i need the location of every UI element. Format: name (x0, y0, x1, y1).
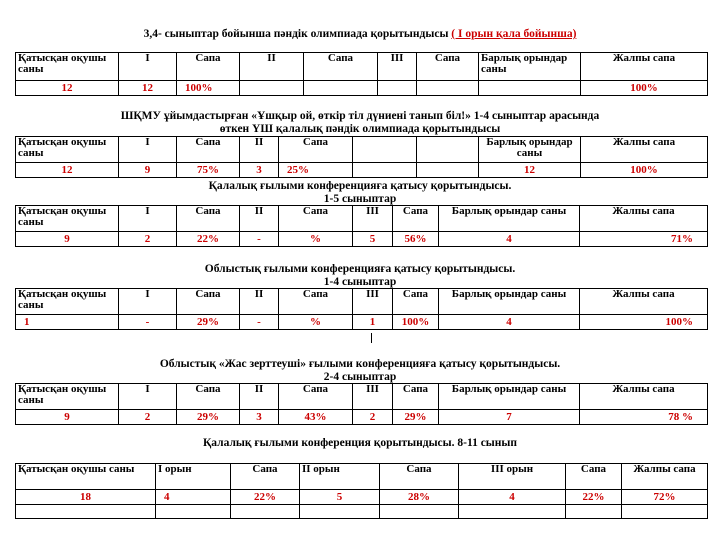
divider-tick (371, 333, 372, 343)
table-city-conference-8-11 (15, 463, 708, 519)
header-quality: Сапа (177, 137, 240, 163)
table-header-row (16, 206, 708, 232)
header-places: Барлық орындар саны (479, 137, 581, 163)
cell-places: 7 (439, 410, 580, 425)
header-quality: Сапа (177, 289, 240, 315)
table-shkmu-olympiad (15, 136, 708, 178)
header-places: Барлық орындар саны (479, 53, 581, 81)
header-quality: Сапа (177, 53, 240, 81)
table-regional-conference (15, 288, 708, 330)
cell-empty (566, 505, 622, 519)
cell-quality-3: 56% (393, 232, 439, 247)
cell-second: - (240, 315, 279, 330)
cell-places: 4 (439, 315, 580, 330)
cell-total-quality: 71% (580, 232, 708, 247)
cell-third: 5 (353, 232, 393, 247)
header-total-quality: Жалпы сапа (622, 464, 708, 490)
header-second: II орын (300, 464, 380, 490)
header-first: I (119, 289, 177, 315)
title-city-conference (0, 180, 720, 206)
table-row (16, 232, 708, 247)
header-quality: Сапа (231, 464, 300, 490)
header-third: III (378, 53, 417, 81)
table-row (16, 81, 708, 96)
cell-empty (622, 505, 708, 519)
cell-empty (231, 505, 300, 519)
header-quality: Сапа (177, 384, 240, 410)
header-second: II (240, 289, 279, 315)
cell-quality-3: 100% (393, 315, 439, 330)
cell-total-quality: 100% (580, 315, 708, 330)
cell-quality-2: 43% (279, 410, 353, 425)
cell-empty (353, 163, 417, 178)
header-participants: Қатысқан оқушы саны (16, 384, 119, 410)
header-quality: Сапа (417, 53, 479, 81)
cell-places: 4 (439, 232, 580, 247)
header-quality: Сапа (393, 384, 439, 410)
table-row-empty (16, 505, 708, 519)
cell-participants: 12 (16, 81, 119, 96)
cell-first: 2 (119, 410, 177, 425)
cell-total-quality: 100% (581, 81, 708, 96)
header-quality: Сапа (566, 464, 622, 490)
header-total-quality: Жалпы сапа (581, 53, 708, 81)
header-quality: Сапа (279, 289, 353, 315)
cell-quality-2: 28% (380, 490, 459, 505)
header-first: I (119, 206, 177, 232)
cell-third: 1 (353, 315, 393, 330)
title-shkmu-olympiad (0, 110, 720, 136)
header-places: Барлық орындар саны (439, 384, 580, 410)
header-first: I (119, 384, 177, 410)
cell-empty (380, 505, 459, 519)
title-city-conference-line2: 1-5 сыныптар (323, 193, 397, 205)
table-row (16, 163, 708, 178)
cell-quality-1: 22% (231, 490, 300, 505)
cell-total-quality: 78 % (580, 410, 708, 425)
header-second: II (240, 137, 279, 163)
title-regional-conference-line1: Облыстық ғылыми конференцияға қатысу қорытындысы. (204, 263, 516, 275)
table-header-row (16, 464, 708, 490)
header-quality: Сапа (380, 464, 459, 490)
cell-empty (417, 137, 479, 163)
cell-empty (156, 505, 231, 519)
table-olympiad-3-4 (15, 52, 708, 96)
table-header-row (16, 137, 708, 163)
cell-first: 9 (119, 163, 177, 178)
cell-empty (417, 81, 479, 96)
cell-empty (300, 505, 380, 519)
header-participants: Қатысқан оқушы саны (16, 206, 119, 232)
header-total-quality: Жалпы сапа (580, 384, 708, 410)
title-city-conference-line1: Қалалық ғылыми конференцияға қатысу қорытындысы. (208, 180, 512, 192)
cell-second: - (240, 232, 279, 247)
cell-second: 3 (240, 410, 279, 425)
cell-empty (353, 137, 417, 163)
header-total-quality: Жалпы сапа (580, 289, 708, 315)
cell-third: 2 (353, 410, 393, 425)
cell-quality-1: 29% (177, 410, 240, 425)
header-first: I (119, 53, 177, 81)
cell-participants: 1 (16, 315, 119, 330)
table-young-researcher (15, 383, 708, 425)
cell-first: 4 (156, 490, 231, 505)
cell-quality-3: 29% (393, 410, 439, 425)
cell-empty (459, 505, 566, 519)
header-third: III (353, 289, 393, 315)
cell-participants: 12 (16, 163, 119, 178)
header-third: III орын (459, 464, 566, 490)
cell-participants: 9 (16, 410, 119, 425)
title-shkmu-line2: өткен ҮШ қалалық пәндік олимпиада қорытындысы (219, 123, 501, 135)
cell-first: 12 (119, 81, 177, 96)
header-quality: Сапа (279, 137, 353, 163)
title-young-researcher (0, 358, 720, 384)
cell-first: - (119, 315, 177, 330)
title-regional-conference-line2: 1-4 сыныптар (323, 276, 397, 288)
header-first: I орын (156, 464, 231, 490)
title-olympiad-3-4-main: 3,4- сыныптар бойынша пәндік олимпиада қорытындысы (143, 28, 449, 40)
cell-total-quality: 100% (581, 163, 708, 178)
header-third: III (353, 384, 393, 410)
cell-empty (378, 81, 417, 96)
header-total-quality: Жалпы сапа (580, 206, 708, 232)
header-participants: Қатысқан оқушы саны (16, 53, 119, 81)
cell-quality-1: 22% (177, 232, 240, 247)
cell-empty (479, 81, 581, 96)
cell-second: 5 (300, 490, 380, 505)
header-first: I (119, 137, 177, 163)
title-young-researcher-line2: 2-4 сыныптар (323, 371, 397, 383)
cell-quality-1: 75% (177, 163, 240, 178)
header-participants: Қатысқан оқушы саны (16, 464, 156, 490)
cell-third: 4 (459, 490, 566, 505)
cell-quality-2: 25% (279, 163, 353, 178)
cell-first: 2 (119, 232, 177, 247)
title-regional-conference (0, 263, 720, 289)
cell-empty (304, 81, 378, 96)
header-quality: Сапа (279, 384, 353, 410)
cell-empty (417, 163, 479, 178)
title-shkmu-line1: ШҚМУ ұйымдастырған «Ұшқыр ой, өткір тіл дүниені танып біл!» 1-4 сыныптар арасында (120, 110, 600, 122)
header-quality: Сапа (304, 53, 378, 81)
cell-quality-2: % (279, 315, 353, 330)
header-second: II (240, 53, 304, 81)
header-quality: Сапа (279, 206, 353, 232)
title-olympiad-3-4 (0, 28, 720, 41)
table-header-row (16, 384, 708, 410)
cell-quality-2: % (279, 232, 353, 247)
table-row (16, 315, 708, 330)
cell-quality-1: 100% (177, 81, 240, 96)
cell-total-quality: 72% (622, 490, 708, 505)
cell-second: 3 (240, 163, 279, 178)
cell-participants: 18 (16, 490, 156, 505)
header-quality: Сапа (393, 289, 439, 315)
header-second: II (240, 206, 279, 232)
cell-quality-1: 29% (177, 315, 240, 330)
title-city-conference-8-11-line1: Қалалық ғылыми конференция қорытындысы. 8-11 сынып (202, 437, 518, 449)
header-places: Барлық орындар саны (439, 289, 580, 315)
header-quality: Сапа (393, 206, 439, 232)
title-young-researcher-line1: Облыстық «Жас зерттеуші» ғылыми конференцияға қатысу қорытындысы. (159, 358, 561, 370)
header-participants: Қатысқан оқушы саны (16, 289, 119, 315)
table-header-row (16, 289, 708, 315)
cell-quality-3: 22% (566, 490, 622, 505)
table-row (16, 410, 708, 425)
header-second: II (240, 384, 279, 410)
header-total-quality: Жалпы сапа (581, 137, 708, 163)
cell-places: 12 (479, 163, 581, 178)
cell-empty (240, 81, 304, 96)
header-third: III (353, 206, 393, 232)
title-city-conference-8-11 (0, 437, 720, 450)
table-city-conference (15, 205, 708, 247)
header-participants: Қатысқан оқушы саны (16, 137, 119, 163)
table-row (16, 490, 708, 505)
cell-empty (16, 505, 156, 519)
header-quality: Сапа (177, 206, 240, 232)
title-olympiad-3-4-red: ( I орын қала бойынша) (451, 28, 577, 40)
table-header-row (16, 53, 708, 81)
header-places: Барлық орындар саны (439, 206, 580, 232)
cell-participants: 9 (16, 232, 119, 247)
